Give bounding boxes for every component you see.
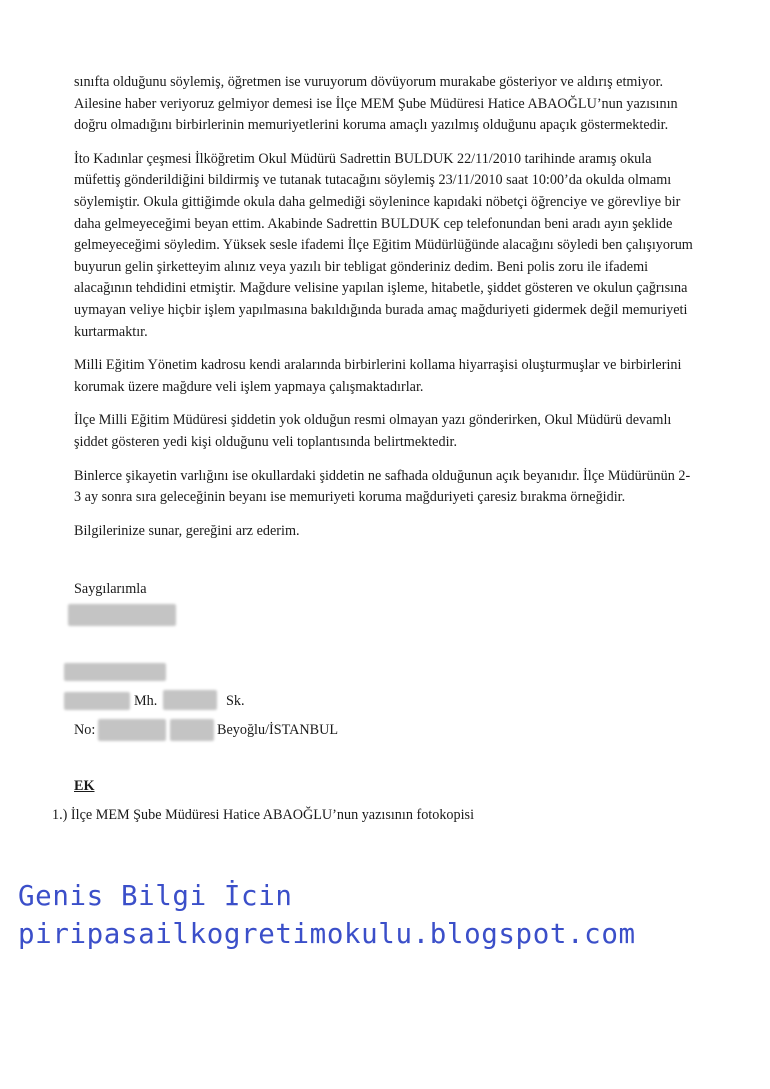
letter-body: [74, 72, 694, 554]
ek-item: 1.) İlçe MEM Şube Müdüresi Hatice ABAOĞLU’nun yazısının fotokopisi: [52, 807, 475, 823]
redacted-mahalle: [64, 692, 130, 710]
paragraph: Binlerce şikayetin varlığını ise okullardaki şiddetin ne safhada olduğunun açık beyanıdır. İlçe Müdürünün 2-3 ay sonra sıra geleceğinin beyanı ise memuriyeti koruma mağduriyeti çaresiz bırakma örneğidir.: [74, 467, 691, 506]
paragraph: Milli Eğitim Yönetim kadrosu kendi aralarında birbirlerini kollama hiyarraşisi oluşturmuşlar ve birbirlerini korumak üzere mağdure veli işlem yapmaya çalışmaktadırlar.: [74, 357, 682, 395]
watermark-line-1: Genis Bilgi İcin: [18, 880, 293, 912]
address-no-label: No:: [74, 722, 96, 738]
address-mh-label: Mh.: [134, 693, 158, 709]
ek-heading: EK: [74, 778, 95, 794]
redacted-sokak: [163, 690, 217, 710]
address-sk-label: Sk.: [226, 693, 245, 709]
paragraph: İlçe Milli Eğitim Müdüresi şiddetin yok olduğun resmi olmayan yazı gönderirken, Okul Müdürü devamlı şiddet gösteren yedi kişi olduğunu veli toplantısında belirtmektedir.: [74, 412, 672, 450]
redacted-line: [64, 663, 166, 681]
redacted-number: [98, 719, 166, 741]
redacted-building: [170, 719, 214, 741]
address-city: Beyoğlu/İSTANBUL: [217, 722, 339, 738]
closing-salutation: Saygılarımla: [74, 581, 147, 597]
paragraph: sınıfta olduğunu söylemiş, öğretmen ise vuruyorum dövüyorum murakabe gösteriyor ve aldırış etmiyor. Ailesine haber veriyoruz gelmiyor demesi ise İlçe MEM Şube Müdüresi Hatice ABAOĞLU’nun yazısının doğru olmadığını birbirlerinin memuriyetlerini koruma amaçlı yazılmış olduğunu apaçık göstermektedir.: [74, 74, 678, 134]
paragraph: Bilgilerinize sunar, gereğini arz ederim.: [74, 522, 300, 539]
watermark-line-2: piripasailkogretimokulu.blogspot.com: [18, 918, 636, 950]
paragraph: İto Kadınlar çeşmesi İlköğretim Okul Müdürü Sadrettin BULDUK 22/11/2010 tarihinde aramış okula müfettiş gönderildiğini bildirmiş ve tutanak tutacağını söylemiş 23/11/2010 saat 10:00’da okulda olmamı söylemiştir. Okula gittiğimde okula daha gelmediği söylenince kapıdaki nöbetçi öğrenciye ve görevliye bir daha gelmeyeceğimi beyan ettim. Akabinde Sadrettin BULDUK cep telefonundan beni aradı ayın şeklide gelmeyeceğimi söyledim. Yüksek sesle ifademi İlçe Eğitim Müdürlüğünde alacağını söyledi ben çalışıyorum buyurun gelin şirketteyim alınız veya yazılı bir tebligat gönderiniz dedim. Beni polis zoru ile ifademi alacağının tehdidini etmiştir. Mağdure velisine yapılan işleme, hitabetle, şiddet gösteren ve okulun çağrısına uymayan veliye hiçbir işlem yapılmasına bakıldığında burada amaç mağduriyeti gidermek değil memuriyeti kurtarmaktır.: [74, 150, 693, 340]
redacted-name: [68, 604, 176, 626]
